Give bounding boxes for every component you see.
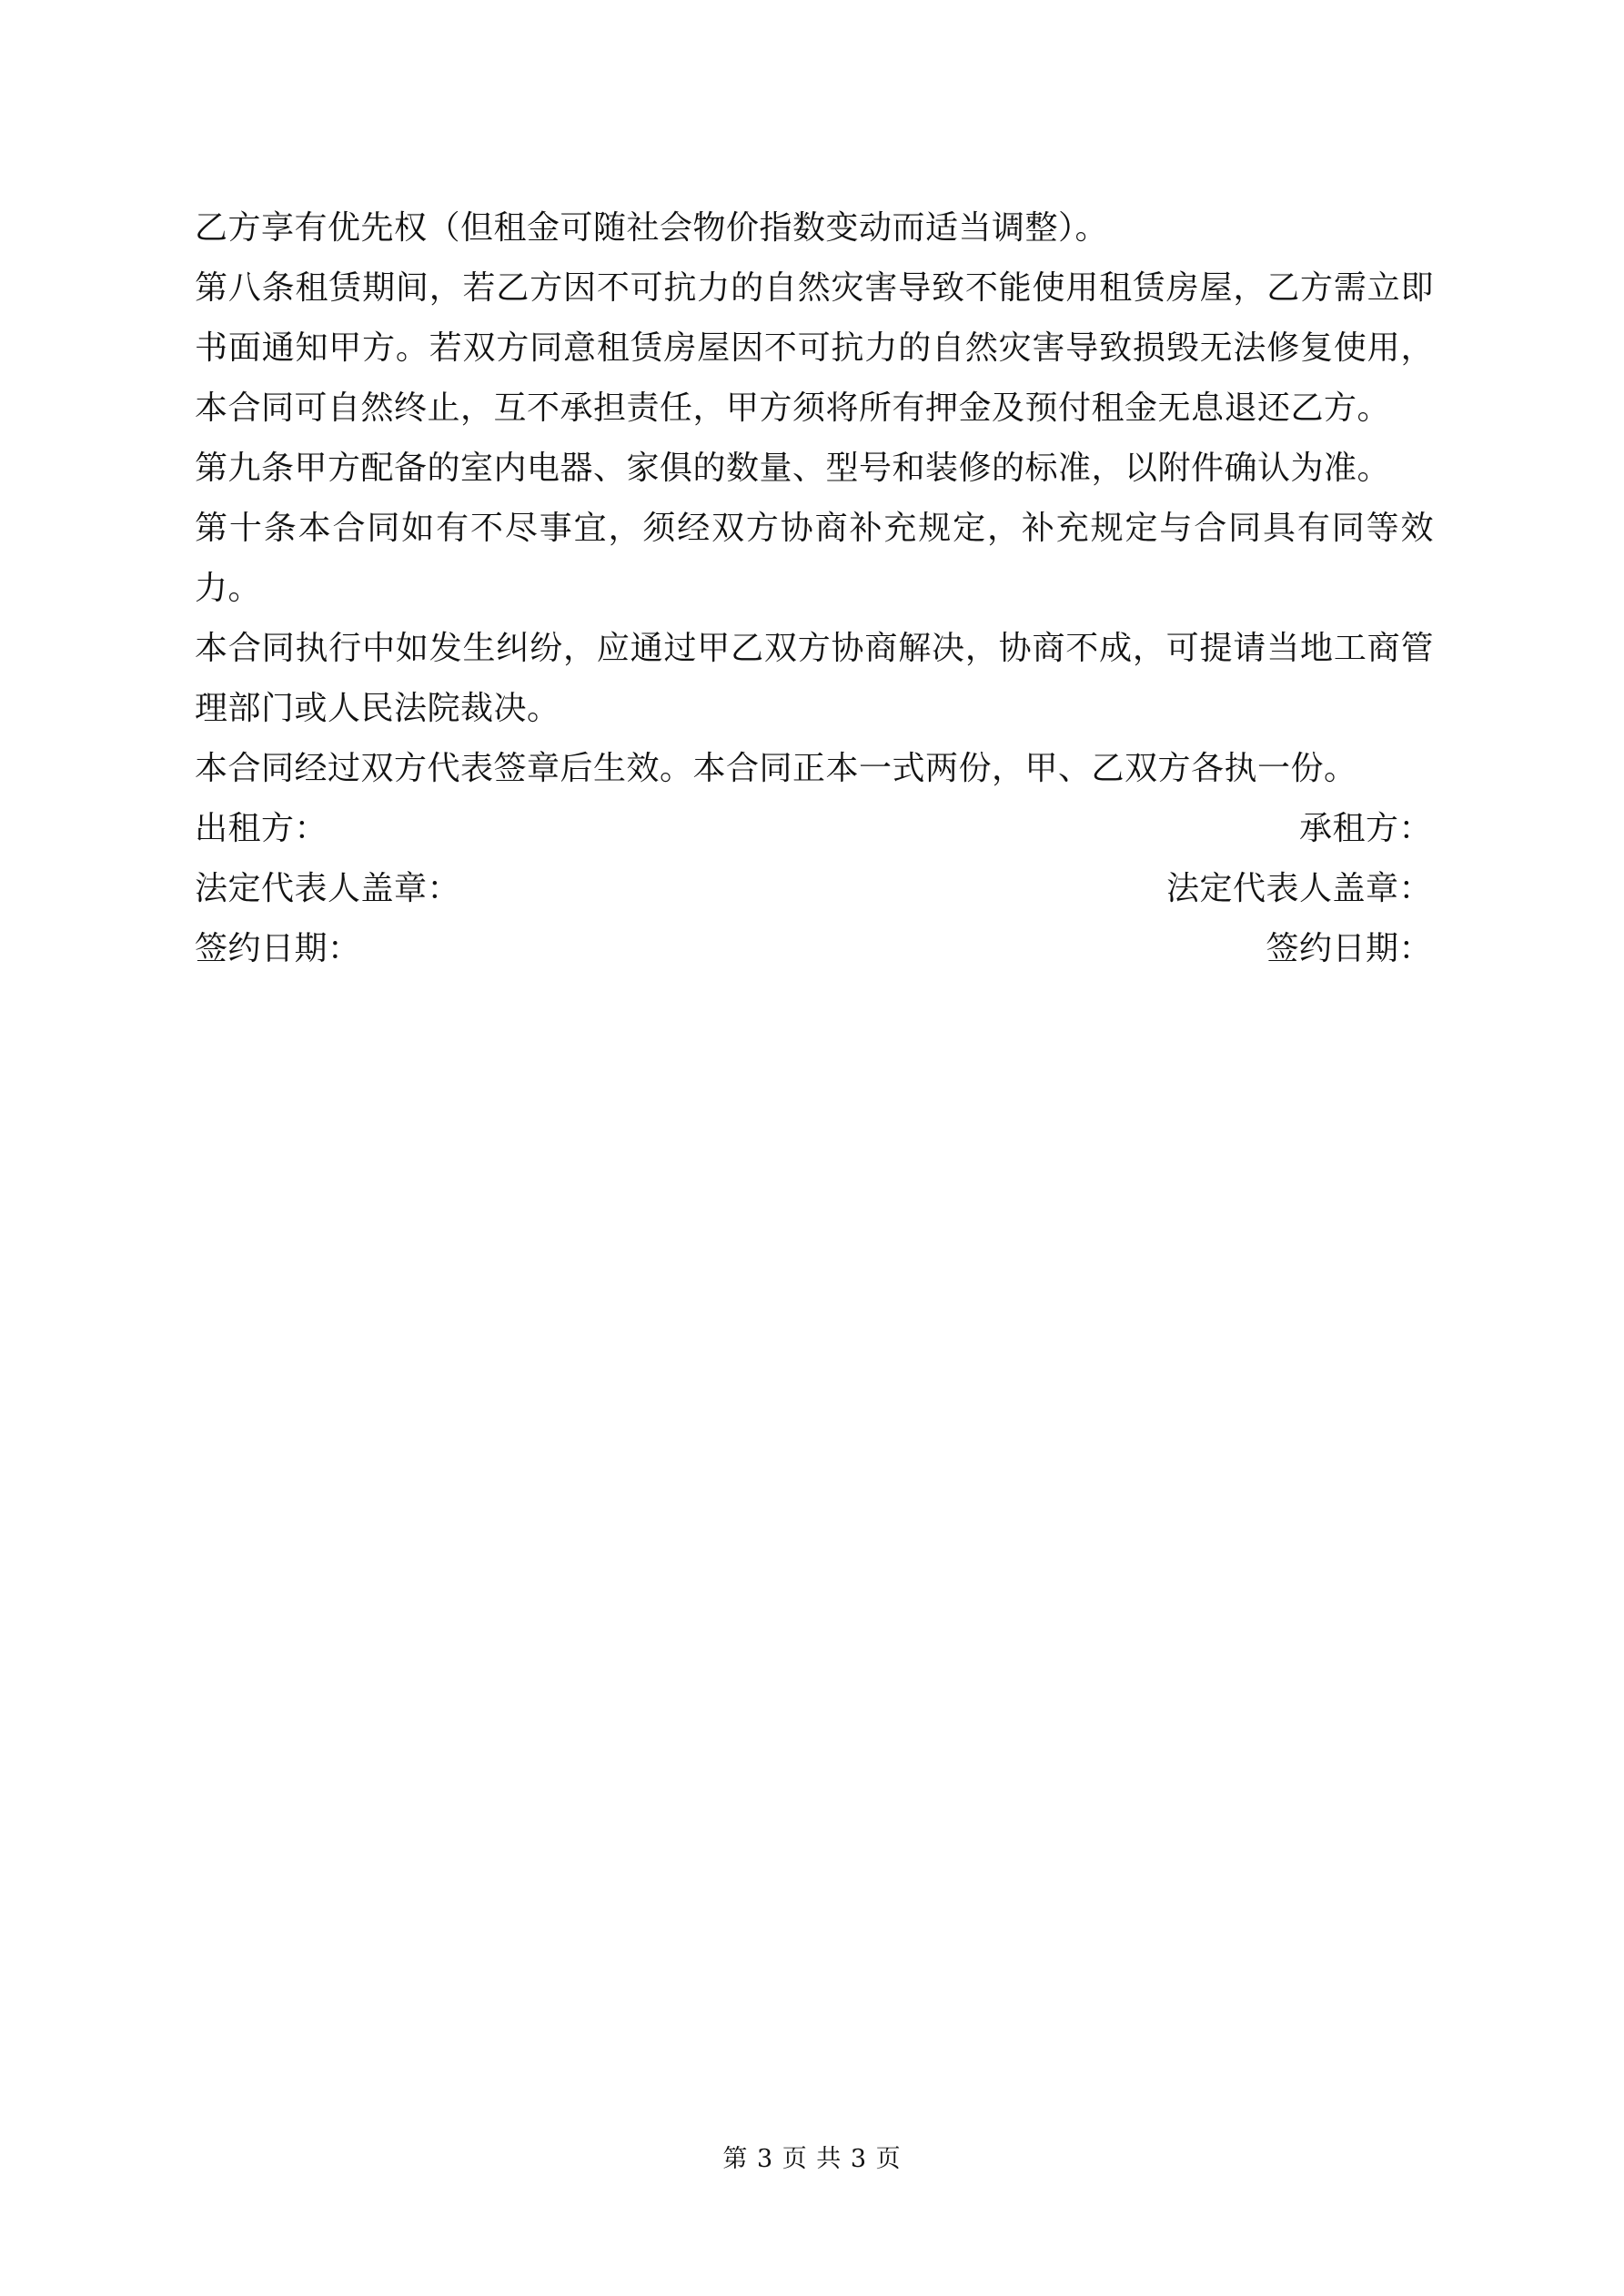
clause-paragraph: 乙方享有优先权（但租金可随社会物价指数变动而适当调整）。 bbox=[195, 209, 1109, 247]
clause-paragraph: 本合同执行中如发生纠纷，应通过甲乙双方协商解决，协商不成，可提请当地工商管理部门或人民法院裁决。 bbox=[195, 630, 1434, 727]
clause-paragraph: 本合同经过双方代表签章后生效。本合同正本一式两份，甲、乙双方各执一份。 bbox=[195, 750, 1357, 787]
lessor-date-label: 签约日期： bbox=[195, 930, 361, 967]
lessee-label: 承租方： bbox=[1298, 810, 1432, 847]
clause-paragraph: 第十条本合同如有不尽事宜，须经双方协商补充规定，补充规定与合同具有同等效力。 bbox=[195, 510, 1434, 607]
lessor-representative-label: 法定代表人盖章： bbox=[195, 870, 461, 907]
page-footer bbox=[0, 2139, 1624, 2174]
clause-paragraph: 第八条租赁期间，若乙方因不可抗力的自然灾害导致不能使用租赁房屋，乙方需立即书面通知甲方。若双方同意租赁房屋因不可抗力的自然灾害导致损毁无法修复使用，本合同可自然终止，互不承担责任，甲方须将所有押金及预付租金无息退还乙方。 bbox=[195, 269, 1434, 427]
contract-body bbox=[195, 198, 1434, 979]
signature-row-party bbox=[195, 799, 1434, 859]
page-indicator: 第 3 页 共 3 页 bbox=[722, 2145, 902, 2173]
signature-row-date bbox=[195, 919, 1434, 979]
lessor-label: 出租方： bbox=[195, 810, 328, 847]
lessee-date-label: 签约日期： bbox=[1266, 930, 1432, 967]
clause-paragraph: 第九条甲方配备的室内电器、家俱的数量、型号和装修的标准，以附件确认为准。 bbox=[195, 450, 1391, 487]
signature-row-representative bbox=[195, 859, 1434, 919]
lessee-representative-label: 法定代表人盖章： bbox=[1165, 870, 1432, 907]
